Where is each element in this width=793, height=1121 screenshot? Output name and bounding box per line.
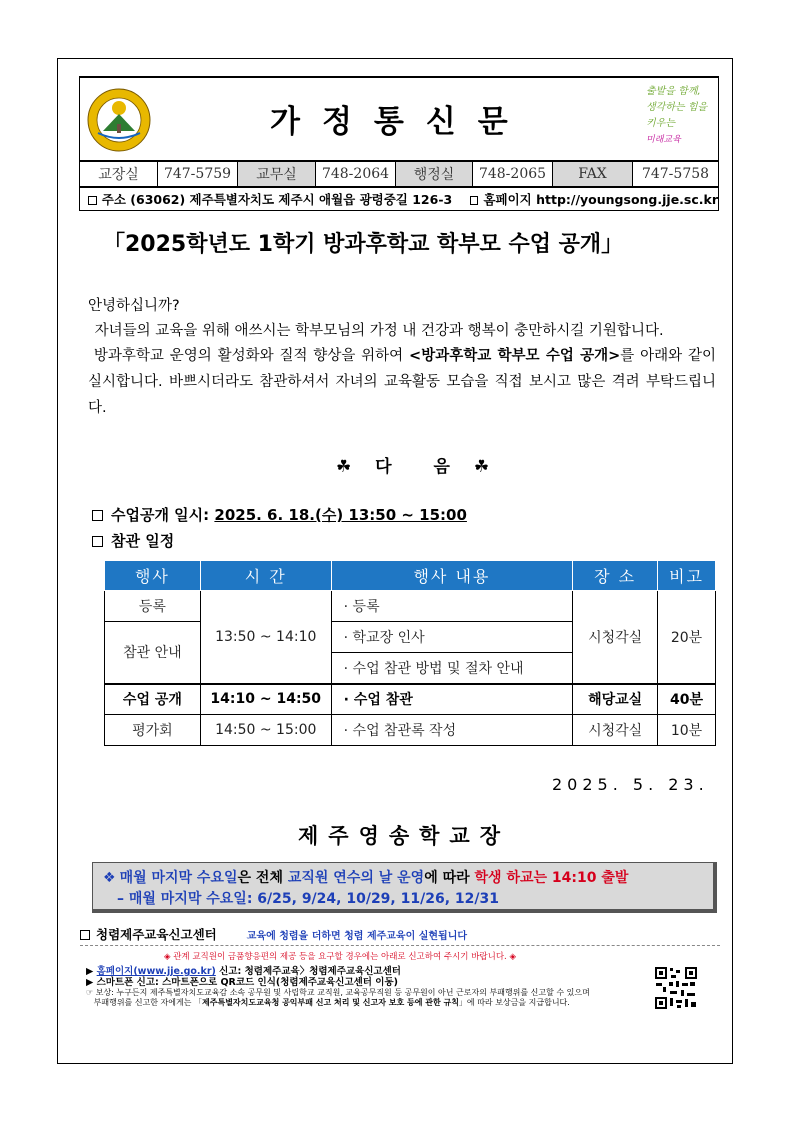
table-row [105,591,716,622]
table-cell: 13:50 ~ 14:10 [200,591,331,684]
homepage-text: 홈페이지 http://youngsong.jje.sc.kr [483,192,718,207]
table-header-row [105,561,716,591]
table-row [105,684,716,715]
square-bullet-icon [92,510,103,521]
contact-number: 748-2065 [473,162,553,186]
table-cell: · 수업 참관록 작성 [331,715,573,746]
body-paragraph [88,343,716,421]
info-line: ▶ 스마트폰 신고: 스마트폰으로 QR코드 인식(청렴제주교육신고센터 이동) [86,977,398,988]
table-cell: 수업 공개 [105,684,201,715]
event-date-value: 2025. 6. 18.(수) 13:50 ~ 15:00 [214,506,467,524]
clover-icon: ☘ [336,457,352,477]
letterhead [79,76,719,162]
table-row [105,715,716,746]
section-heading [336,452,489,477]
table-cell: 시청각실 [573,591,658,684]
info-text: 신고: 청렴제주교육〉청렴제주교육신고센터 [215,966,401,977]
info-line: ☞ 보상: 누구든지 제주특별자치도교육감 소속 공무원 및 사립학교 교직원, 교육공무직원 등 공무원이 아닌 근로자의 부패행위를 신고할 수 있으며 [86,988,590,997]
table-cell: · 수업 참관 방법 및 절차 안내 [331,653,573,684]
contact-number: 748-2064 [316,162,396,186]
table-header: 행사 내용 [331,561,573,591]
school-motto [646,84,716,148]
contact-label: 교장실 [80,162,158,186]
info-line [86,998,646,1008]
address-text: 주소 (63062) 제주특별자치도 제주시 애월읍 광령중길 126-3 [101,192,453,207]
body-paragraph-text: 자녀들의 교육을 위해 애쓰시는 학부모님의 가정 내 건강과 행복이 충만하시길 기원합니다. [94,323,664,339]
notice-box [92,862,717,913]
body-paragraph-text: 를 아래와 같이 실시합니다. 바쁘시더라도 참관하셔서 자녀의 교육활동 모습을 직접 보시고 많은 격려 부탁드립니다. [88,348,717,416]
anti-corruption-slogan: 교육에 청렴을 더하면 청렴 제주교육이 실현됩니다 [246,931,468,942]
table-cell: · 학교장 인사 [331,622,573,653]
contact-label: 교무실 [238,162,316,186]
notice-text: 에 따라 [424,870,475,886]
table-header: 비고 [658,561,716,591]
info-text: 스마트폰 신고: 스마트폰으로 QR코드 인식(청렴제주교육신고센터 이동) [96,977,398,988]
greeting: 안녕하십니까? [88,298,180,314]
table-cell: 평가회 [105,715,201,746]
document-title: 「2025학년도 1학기 방과후학교 학부모 수업 공개」 [103,232,624,257]
table-cell: 참관 안내 [105,622,201,684]
anti-corruption-title: 청렴제주교육신고센터 [96,927,217,942]
anti-corruption-header [80,925,720,943]
info-line: ▶ 홈페이지(www.jje.go.kr) 신고: 청렴제주교육〉청렴제주교육신고센터 [86,966,401,977]
body-paragraph-text: 방과후학교 운영의 활성화와 질적 향상을 위하여 [93,348,410,364]
table-cell: · 등록 [331,591,573,622]
checkbox-icon [80,930,90,940]
motto-line: 미래교육 [646,135,681,145]
contact-label: FAX [553,162,633,186]
table-cell: · 수업 참관 [331,684,573,715]
body-paragraph [88,318,716,344]
signature-principal: 제주영송학교장 [298,824,511,848]
divider [80,945,720,946]
notice-text: 교직원 연수의 날 운영 [287,870,425,886]
notice-text: 매월 마지막 수요일 [119,870,238,886]
contact-number: 747-5759 [158,162,238,186]
info-text: 보상: 누구든지 제주특별자치도교육감 소속 공무원 및 사립학교 교직원, 교육공무직원 등 공무원이 아닌 근로자의 부패행위를 신고할 수 있으며 [95,988,590,997]
address-bar [79,187,719,211]
info-text: 제주특별자치도교육청 공익부패 신고 처리 및 신고자 보호 등에 관한 규칙 [202,998,459,1007]
page-title: 가정통신문 [270,104,530,140]
table-cell: 14:10 ~ 14:50 [200,684,331,715]
anti-corruption-note: ◈ 관계 교직원이 금품향응편의 제공 등을 요구할 경우에는 아래로 신고하여 주시기 바랍니다. ◈ [163,952,516,962]
qr-code-icon[interactable] [654,966,698,1010]
issue-date: 2025. 5. 23. [552,775,709,794]
info-text: 부패행위를 신고한 자에게는 「 [93,998,203,1007]
contact-bar [79,162,719,187]
square-bullet-icon [92,536,103,547]
motto-line: 생각하는 힘을 키우는 [646,102,708,129]
square-bullet-icon [88,196,97,205]
table-header: 시 간 [200,561,331,591]
table-cell: 시청각실 [573,715,658,746]
homepage-link[interactable]: 홈페이지(www.jje.go.kr) [96,966,216,977]
table-cell: 10분 [658,715,716,746]
table-header: 행사 [105,561,201,591]
notice-text: 은 전체 [237,870,288,886]
school-logo-icon [86,87,152,153]
info-text: 」에 따라 보상금을 지급합니다. [458,998,570,1007]
notice-line: – 매월 마지막 수요일: 6/25, 9/24, 10/29, 11/26, 12/31 [117,891,499,907]
motto-line: 출발을 함께, [646,86,701,97]
heading-word: 다 [375,457,392,477]
table-cell: 20분 [658,591,716,684]
clover-icon: ☘ [473,457,490,477]
schedule-item [92,530,174,551]
contact-label: 행정실 [396,162,473,186]
table-cell: 해당교실 [573,684,658,715]
event-name: <방과후학교 학부모 수업 공개> [409,348,621,364]
diamond-icon: ❖ [103,870,116,886]
table-cell: 등록 [105,591,201,622]
table-header: 장 소 [573,561,658,591]
schedule-label: 참관 일정 [111,532,175,550]
schedule-table [104,560,716,746]
contact-number: 747-5758 [641,166,710,182]
table-cell: 14:50 ~ 15:00 [200,715,331,746]
square-bullet-icon [470,196,479,205]
anti-corruption-info [86,966,646,1008]
table-cell: 40분 [658,684,716,715]
notice-text: 학생 하교는 14:10 출발 [474,870,629,886]
event-date-item [92,504,467,525]
heading-word: 음 [433,457,450,477]
event-date-label: 수업공개 일시: [111,506,215,524]
notice-line [103,868,713,889]
